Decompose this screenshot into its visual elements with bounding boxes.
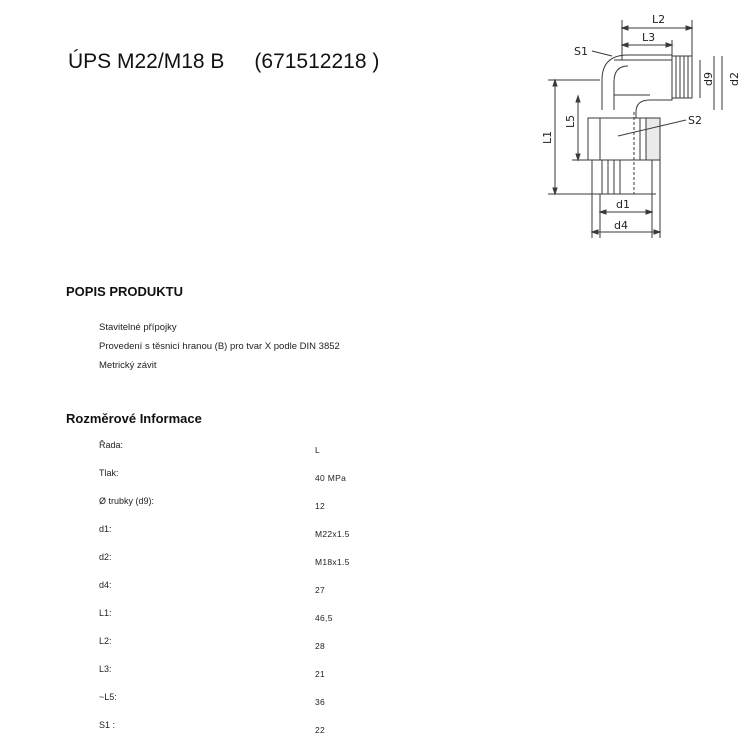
spec-label: S1 : — [99, 720, 116, 730]
spec-value: M22x1.5 — [315, 529, 350, 539]
spec-value: 21 — [315, 669, 326, 679]
spec-label: L2: — [99, 636, 112, 646]
spec-label: d4: — [99, 580, 112, 590]
label-d1: d1 — [616, 198, 630, 211]
product-code: (671512218 ) — [254, 50, 380, 73]
label-l5: L5 — [564, 114, 577, 128]
label-l2: L2 — [652, 13, 666, 26]
spec-label: L3: — [99, 664, 112, 674]
spec-value: 46,5 — [315, 613, 333, 623]
spec-value: M18x1.5 — [315, 557, 350, 567]
spec-value: 36 — [315, 697, 326, 707]
description-line: Stavitelné přípojky — [99, 322, 177, 333]
elbow-body — [588, 55, 741, 194]
spec-label: Ø trubky (d9): — [99, 496, 155, 506]
spec-label: L1: — [99, 608, 112, 618]
label-l1: L1 — [541, 130, 554, 144]
label-d4: d4 — [614, 219, 628, 232]
dimension-l5 — [564, 96, 588, 160]
spec-value: 27 — [315, 585, 326, 595]
spec-value: 22 — [315, 725, 326, 735]
dimensions-title: Rozměrové Informace — [66, 411, 202, 426]
dimension-l3 — [622, 31, 672, 60]
dimension-l1 — [541, 80, 600, 194]
spec-label: Řada: — [99, 440, 124, 450]
dimension-l2 — [622, 13, 692, 60]
technical-drawing — [540, 8, 745, 243]
product-title — [68, 50, 379, 74]
description-title: POPIS PRODUKTU — [66, 284, 184, 299]
label-l3: L3 — [642, 31, 656, 44]
label-s1: S1 — [574, 45, 588, 58]
product-name: ÚPS M22/M18 B — [68, 50, 225, 73]
label-s2: S2 — [688, 114, 702, 127]
spec-label: d1: — [99, 524, 112, 534]
spec-value: 28 — [315, 641, 326, 651]
description-line: Provedení s těsnicí hranou (B) pro tvar X podle DIN 3852 — [99, 341, 340, 352]
spec-value: 40 MPa — [315, 473, 347, 483]
label-d2: d2 — [728, 72, 741, 86]
spec-label: Tlak: — [99, 468, 119, 478]
description-line: Metrický závit — [99, 360, 157, 371]
spec-label: d2: — [99, 552, 112, 562]
spec-value: 12 — [315, 501, 326, 511]
label-d9: d9 — [702, 72, 715, 86]
spec-value: L — [315, 445, 321, 455]
spec-label: ~L5: — [99, 692, 117, 702]
